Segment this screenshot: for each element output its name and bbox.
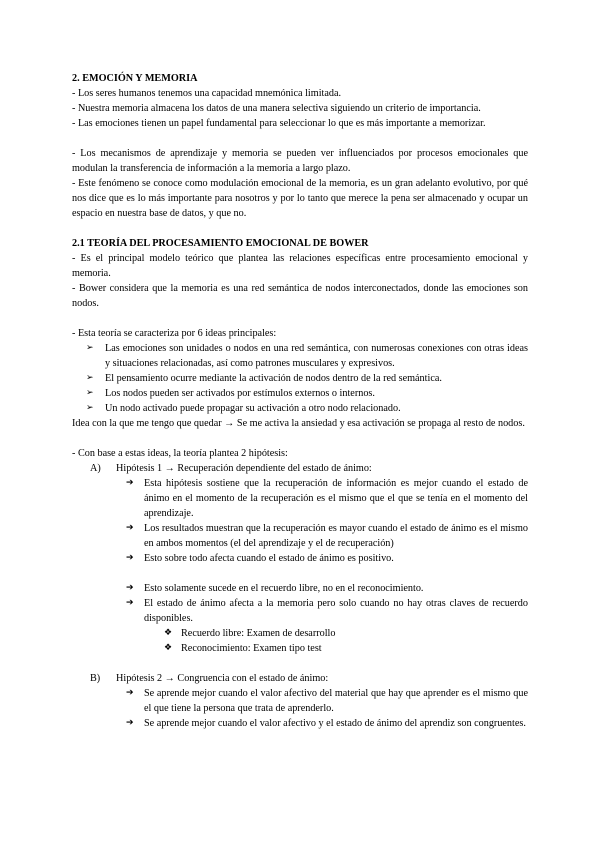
hypothesis-a (72, 461, 528, 476)
list-item: ➔ Los resultados muestran que la recuperación es mayor cuando el estado de ánimo es el mismo en ambos momentos (el del aprendizaje y el de recuperación) (126, 523, 528, 549)
line-emociones-papel: - Las emociones tienen un papel fundamental para seleccionar lo que es más importante a memorizar. (72, 118, 486, 129)
hypothesis-a-points-2 (72, 581, 528, 626)
line-memoria-selectiva: - Nuestra memoria almacena los datos de una manera selectiva siguiendo un criterio de importancia. (72, 103, 481, 114)
list-item: ➢ Las emociones son unidades o nodos en una red semántica, con numerosas conexiones con otras ideas y situaciones relacionadas, así como patrones musculares y expresivos. (86, 343, 528, 369)
hypothesis-a-points (72, 476, 528, 566)
triangle-bullet-icon: ➢ (86, 343, 94, 353)
ideas-list (72, 341, 528, 416)
triangle-bullet-icon: ➢ (86, 388, 94, 398)
ideas-intro: - Esta teoría se caracteriza por 6 ideas principales: (72, 328, 277, 339)
paragraph-modelo-teorico: - Es el principal modelo teórico que plantea las relaciones específicas entre procesamiento emocional y memoria. (72, 253, 528, 279)
list-item: ➔ Esta hipótesis sostiene que la recuperación de información es mejor cuando el estado de ánimo en el momento de la recuperación es el mismo que el que se tenía en el momento del aprendizaje. (126, 478, 528, 519)
arrow-bullet-icon: ➔ (126, 523, 134, 533)
arrow-bullet-icon: ➔ (126, 478, 134, 488)
list-item: ➔ Se aprende mejor cuando el valor afectivo del material que hay que aprender es el mismo que el que tiene la persona que trata de aprenderlo. (126, 688, 528, 714)
hypotheses-intro: - Con base a estas ideas, la teoría plantea 2 hipótesis: (72, 448, 288, 459)
arrow-bullet-icon: ➔ (126, 583, 134, 593)
idea-note: Idea con la que me tengo que quedar → Se me activa la ansiedad y esa activación se propaga al resto de nodos. (72, 418, 525, 429)
paragraph-bower-red: - Bower considera que la memoria es una red semántica de nodos interconectados, donde las emociones son nodos. (72, 283, 528, 309)
arrow-bullet-icon: ➔ (126, 688, 134, 698)
arrow-bullet-icon: ➔ (126, 718, 134, 728)
list-item: ❖ Reconocimiento: Examen tipo test (164, 643, 322, 654)
document-page (72, 71, 528, 731)
paragraph-fenomeno: - Este fenómeno se conoce como modulación emocional de la memoria, es un gran adelanto evolutivo, por qué nos dice que es lo más importante para nosotros y por lo tanto que merece la pena ser almacenado y ocupar un espacio en nuestra base de datos, y que no. (72, 178, 528, 219)
hypothesis-a-label: A) (90, 463, 101, 474)
paragraph-mecanismos: - Los mecanismos de aprendizaje y memoria se pueden ver influenciados por procesos emocionales que modulan la transferencia de información a la memoria a largo plazo. (72, 148, 528, 174)
recall-types-list (72, 626, 528, 656)
section-title-bower: 2.1 TEORÍA DEL PROCESAMIENTO EMOCIONAL DE BOWER (72, 238, 369, 249)
hypothesis-b (72, 671, 528, 686)
list-item: ➔ Se aprende mejor cuando el valor afectivo y el estado de ánimo del aprendiz son congruentes. (126, 718, 526, 729)
list-item: ➔ Esto solamente sucede en el recuerdo libre, no en el reconocimiento. (126, 583, 424, 594)
arrow-bullet-icon: ➔ (126, 598, 134, 608)
triangle-bullet-icon: ➢ (86, 373, 94, 383)
hypothesis-b-points (72, 686, 528, 731)
line-capacidad: - Los seres humanos tenemos una capacidad mnemónica limitada. (72, 88, 342, 99)
hypothesis-a-title: Hipótesis 1 → Recuperación dependiente del estado de ánimo: (116, 463, 372, 474)
diamond-bullet-icon: ❖ (164, 628, 173, 638)
list-item: ➢ Los nodos pueden ser activados por estímulos externos o internos. (86, 388, 375, 399)
triangle-bullet-icon: ➢ (86, 403, 94, 413)
list-item: ➔ Esto sobre todo afecta cuando el estado de ánimo es positivo. (126, 553, 394, 564)
hypothesis-b-title: Hipótesis 2 → Congruencia con el estado de ánimo: (116, 673, 329, 684)
section-title-emocion-memoria: 2. EMOCIÓN Y MEMORIA (72, 73, 198, 84)
arrow-bullet-icon: ➔ (126, 553, 134, 563)
list-item: ➔ El estado de ánimo afecta a la memoria pero solo cuando no hay otras claves de recuerdo disponibles. (126, 598, 528, 624)
list-item: ❖ Recuerdo libre: Examen de desarrollo (164, 628, 336, 639)
list-item: ➢ Un nodo activado puede propagar su activación a otro nodo relacionado. (86, 403, 401, 414)
hypothesis-b-label: B) (90, 673, 101, 684)
diamond-bullet-icon: ❖ (164, 643, 173, 653)
list-item: ➢ El pensamiento ocurre mediante la activación de nodos dentro de la red semántica. (86, 373, 442, 384)
